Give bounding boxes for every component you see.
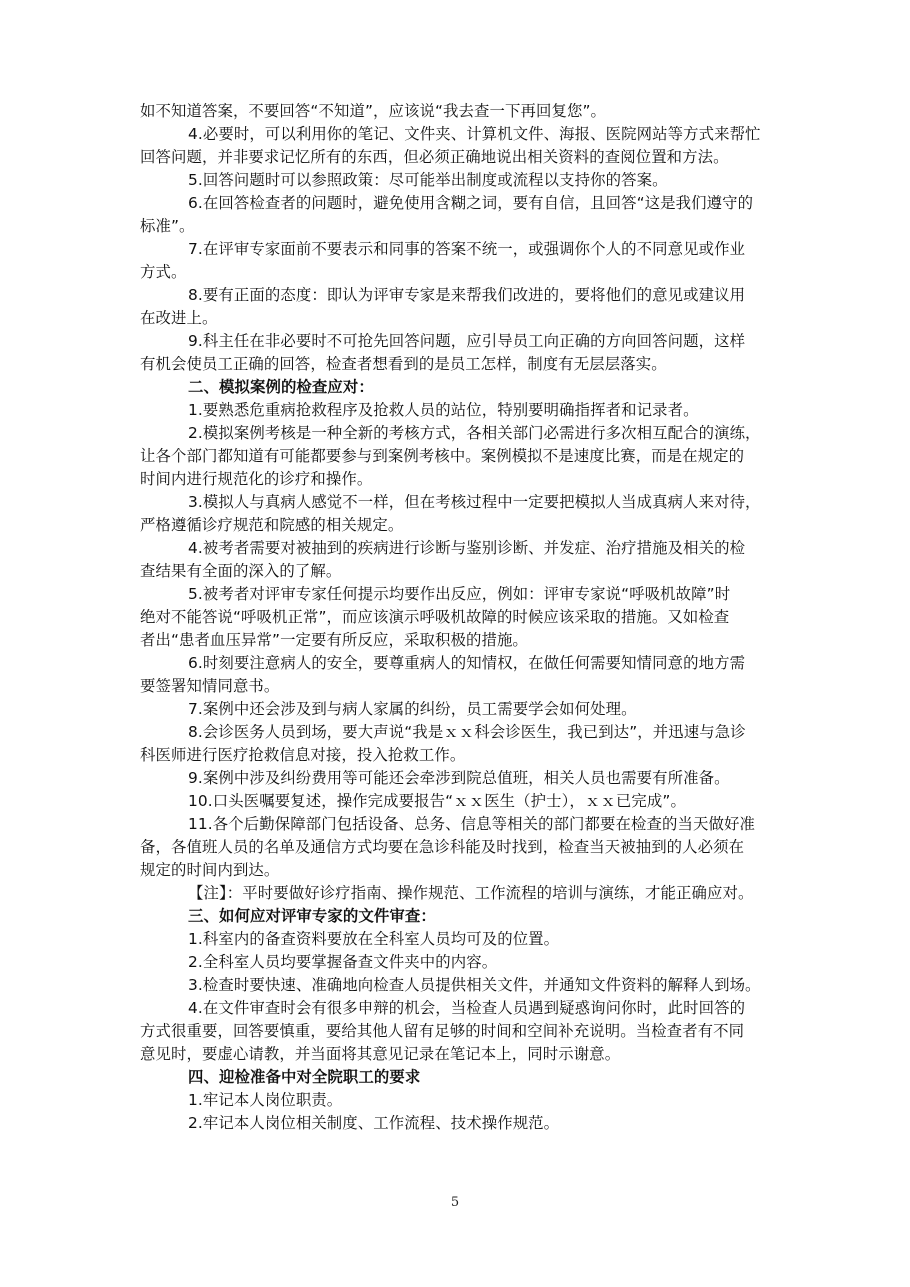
text-line: 5.被考者对评审专家任何提示均要作出反应，例如：评审专家说“呼吸机故障”时	[188, 585, 731, 603]
text-line: 2.模拟案例考核是一种全新的考核方式，各相关部门必需进行多次相互配合的演练，	[188, 424, 761, 442]
document-body	[140, 100, 775, 1135]
text-line: 【注】：平时要做好诊疗指南、操作规范、工作流程的培训与演练，才能正确应对。	[188, 884, 754, 902]
text-line: 6.在回答检查者的问题时，避免使用含糊之词，要有自信，且回答“这是我们遵守的	[188, 194, 754, 212]
text-line: 备，各值班人员的名单及通信方式均要在急诊科能及时找到，检查当天被抽到的人必须在	[140, 838, 745, 856]
text-line: 在改进上。	[140, 309, 218, 327]
text-line: 2.牢记本人岗位相关制度、工作流程、技术操作规范。	[188, 1114, 560, 1132]
page-number: 5	[450, 1195, 460, 1210]
text-line: 4.在文件审查时会有很多申辩的机会，当检查人员遇到疑惑询问你时，此时回答的	[188, 999, 746, 1017]
text-line: 4.必要时，可以利用你的笔记、文件夹、计算机文件、海报、医院网站等方式来帮忙	[188, 125, 761, 143]
text-line: 要签署知情同意书。	[140, 677, 280, 695]
text-line: 方式。	[140, 263, 187, 281]
text-line: 5.回答问题时可以参照政策：尽可能举出制度或流程以支持你的答案。	[188, 171, 668, 189]
text-line: 意见时，要虚心请教，并当面将其意见记录在笔记本上，同时示谢意。	[140, 1045, 621, 1063]
text-line: 回答问题，并非要求记忆所有的东西，但必须正确地说出相关资料的查阅位置和方法。	[140, 148, 729, 166]
text-line: 4.被考者需要对被抽到的疾病进行诊断与鉴别诊断、并发症、治疗措施及相关的检	[188, 539, 746, 557]
text-line: 有机会使员工正确的回答，检查者想看到的是员工怎样，制度有无层层落实。	[140, 355, 667, 373]
text-line: 绝对不能答说“呼吸机正常”，而应该演示呼吸机故障的时候应该采取的措施。又如检查	[140, 608, 730, 626]
section-heading: 三、如何应对评审专家的文件审查：	[188, 907, 436, 925]
text-line: 者出“患者血压异常”一定要有所反应，采取积极的措施。	[140, 631, 528, 649]
text-line: 11.各个后勤保障部门包括设备、总务、信息等相关的部门都要在检查的当天做好准	[188, 815, 755, 833]
text-line: 3.模拟人与真病人感觉不一样，但在考核过程中一定要把模拟人当成真病人来对待，	[188, 493, 761, 511]
text-line: 规定的时间内到达。	[140, 861, 280, 879]
section-heading: 四、迎检准备中对全院职工的要求	[188, 1068, 421, 1086]
text-line: 1.牢记本人岗位职责。	[188, 1091, 343, 1109]
text-line: 1.科室内的备查资料要放在全科室人员均可及的位置。	[188, 930, 560, 948]
text-line: 9.案例中涉及纠纷费用等可能还会牵涉到院总值班，相关人员也需要有所准备。	[188, 769, 730, 787]
text-line: 严格遵循诊疗规范和院感的相关规定。	[140, 516, 404, 534]
text-line: 时间内进行规范化的诊疗和操作。	[140, 470, 373, 488]
text-line: 7.案例中还会涉及到与病人家属的纠纷，员工需要学会如何处理。	[188, 700, 637, 718]
text-line: 7.在评审专家面前不要表示和同事的答案不统一，或强调你个人的不同意见或作业	[188, 240, 746, 258]
text-line: 让各个部门都知道有可能都要参与到案例考核中。案例模拟不是速度比赛，而是在规定的	[140, 447, 745, 465]
text-line: 科医师进行医疗抢救信息对接，投入抢救工作。	[140, 746, 466, 764]
text-line: 8.要有正面的态度：即认为评审专家是来帮我们改进的，要将他们的意见或建议用	[188, 286, 746, 304]
text-line: 1.要熟悉危重病抢救程序及抢救人员的站位，特别要明确指挥者和记录者。	[188, 401, 699, 419]
text-line: 查结果有全面的深入的了解。	[140, 562, 342, 580]
text-line: 3.检查时要快速、准确地向检查人员提供相关文件，并通知文件资料的解释人到场。	[188, 976, 761, 994]
text-line: 方式很重要，回答要慎重，要给其他人留有足够的时间和空间补充说明。当检查者有不同	[140, 1022, 745, 1040]
text-line: 10.口头医嘱要复述，操作完成要报告“ｘｘ医生（护士），ｘｘ已完成”。	[188, 792, 686, 810]
text-line: 如不知道答案，不要回答“不知道”，应该说“我去查一下再回复您”。	[140, 102, 607, 120]
text-line: 6.时刻要注意病人的安全，要尊重病人的知情权，在做任何需要知情同意的地方需	[188, 654, 746, 672]
text-line: 标准”。	[140, 217, 195, 235]
text-line: 8.会诊医务人员到场，要大声说“我是ｘｘ科会诊医生，我已到达”，并迅速与急诊	[188, 723, 746, 741]
section-heading: 二、模拟案例的检查应对：	[188, 378, 374, 396]
text-line: 2.全科室人员均要掌握备查文件夹中的内容。	[188, 953, 498, 971]
text-line: 9.科主任在非必要时不可抢先回答问题，应引导员工向正确的方向回答问题，这样	[188, 332, 746, 350]
